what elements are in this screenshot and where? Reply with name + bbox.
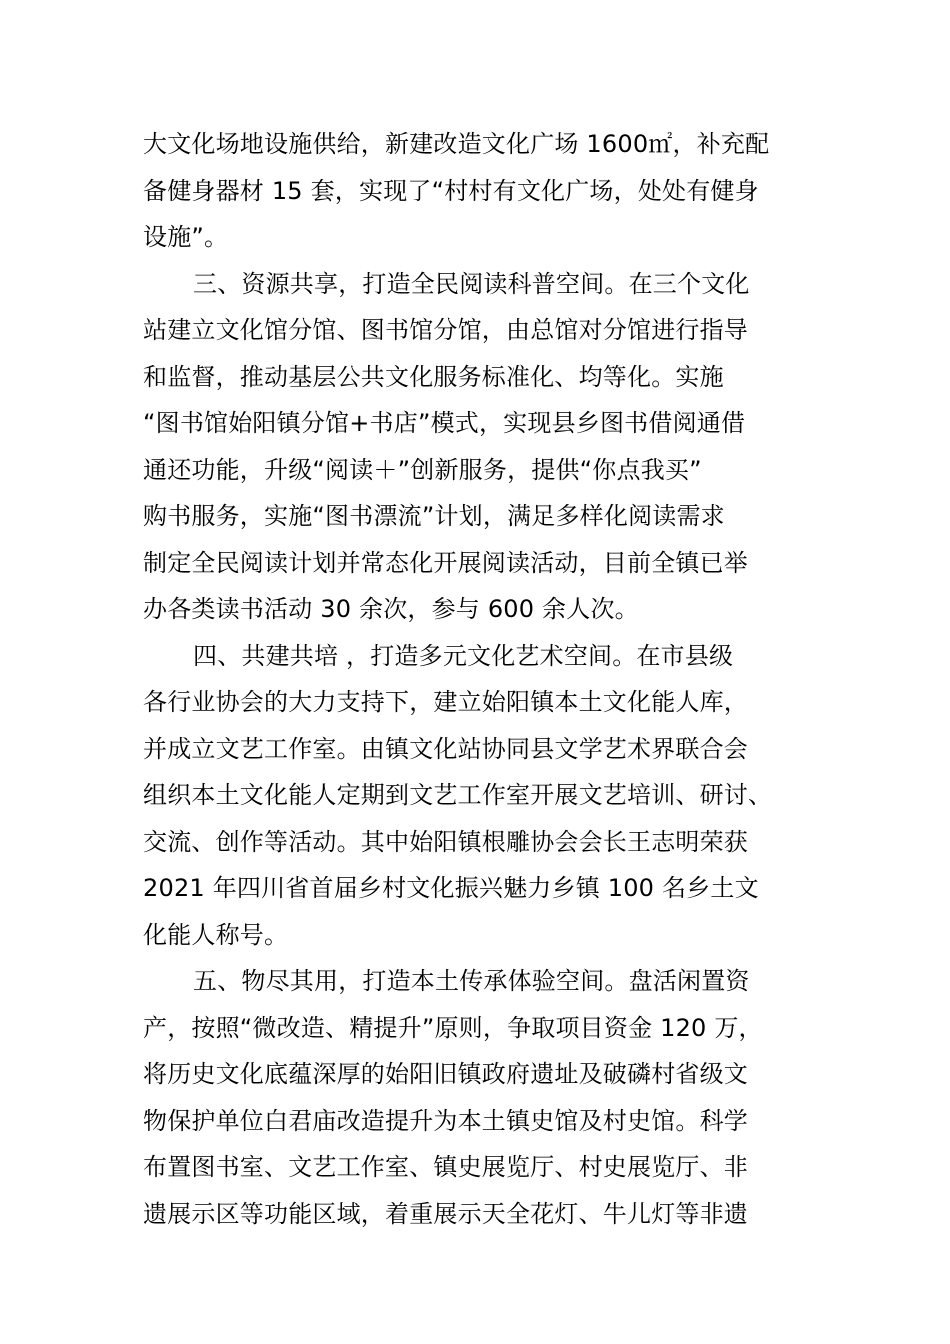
- text-line: 2021 年四川省首届乡村文化振兴魅力乡镇 100 名乡土文: [143, 874, 759, 902]
- body-text: [143, 121, 843, 1237]
- text-line: 产，按照“微改造、精提升”原则，争取项目资金 120 万，: [143, 1013, 763, 1042]
- text-line: 制定全民阅读计划并常态化开展阅读活动，目前全镇已举: [143, 548, 748, 577]
- text-line: 设施”。: [143, 223, 229, 251]
- section-heading-line: 四、共建共培 ，打造多元文化艺术空间。在市县级: [193, 641, 734, 670]
- section-heading-line: 三、资源共享，打造全民阅读科普空间。在三个文化: [193, 269, 750, 298]
- text-line: 和监督，推动基层公共文化服务标准化、均等化。实施: [143, 362, 724, 391]
- text-line: 购书服务，实施“图书漂流”计划，满足多样化阅读需求: [143, 502, 725, 530]
- text-line: 布置图书室、文艺工作室、镇史展览厅、村史展览厅、非: [143, 1153, 748, 1181]
- text-line: 大文化场地设施供给，新建改造文化广场 1600㎡，补充配: [143, 130, 770, 158]
- text-line: 通还功能，升级“阅读＋”创新服务，提供“你点我买”: [143, 455, 702, 484]
- text-line: 将历史文化底蕴深厚的始阳旧镇政府遗址及破磷村省级文: [143, 1060, 748, 1088]
- text-line: 并成立文艺工作室。由镇文化站协同县文学艺术界联合会: [143, 734, 748, 763]
- text-line: 各行业协会的大力支持下，建立始阳镇本土文化能人库，: [143, 688, 748, 716]
- text-line: 组织本土文化能人定期到文艺工作室开展文艺培训、研讨、: [143, 781, 773, 809]
- text-line: 化能人称号。: [143, 920, 289, 949]
- text-line: 备健身器材 15 套，实现了“村村有文化广场，处处有健身: [143, 176, 759, 205]
- text-line: 遗展示区等功能区域，着重展示天全花灯、牛儿灯等非遗: [143, 1199, 748, 1228]
- text-line: “图书馆始阳镇分馆+书店”模式，实现县乡图书借阅通借: [143, 409, 746, 437]
- text-line: 站建立文化馆分馆、图书馆分馆，由总馆对分馆进行指导: [143, 316, 748, 344]
- text-line: 物保护单位白君庙改造提升为本土镇史馆及村史馆。科学: [143, 1106, 748, 1135]
- text-line: 交流、创作等活动。其中始阳镇根雕协会会长王志明荣获: [143, 827, 748, 856]
- text-line: 办各类读书活动 30 余次，参与 600 余人次。: [143, 595, 639, 623]
- section-heading-line: 五、物尽其用，打造本土传承体验空间。盘活闲置资: [193, 967, 750, 995]
